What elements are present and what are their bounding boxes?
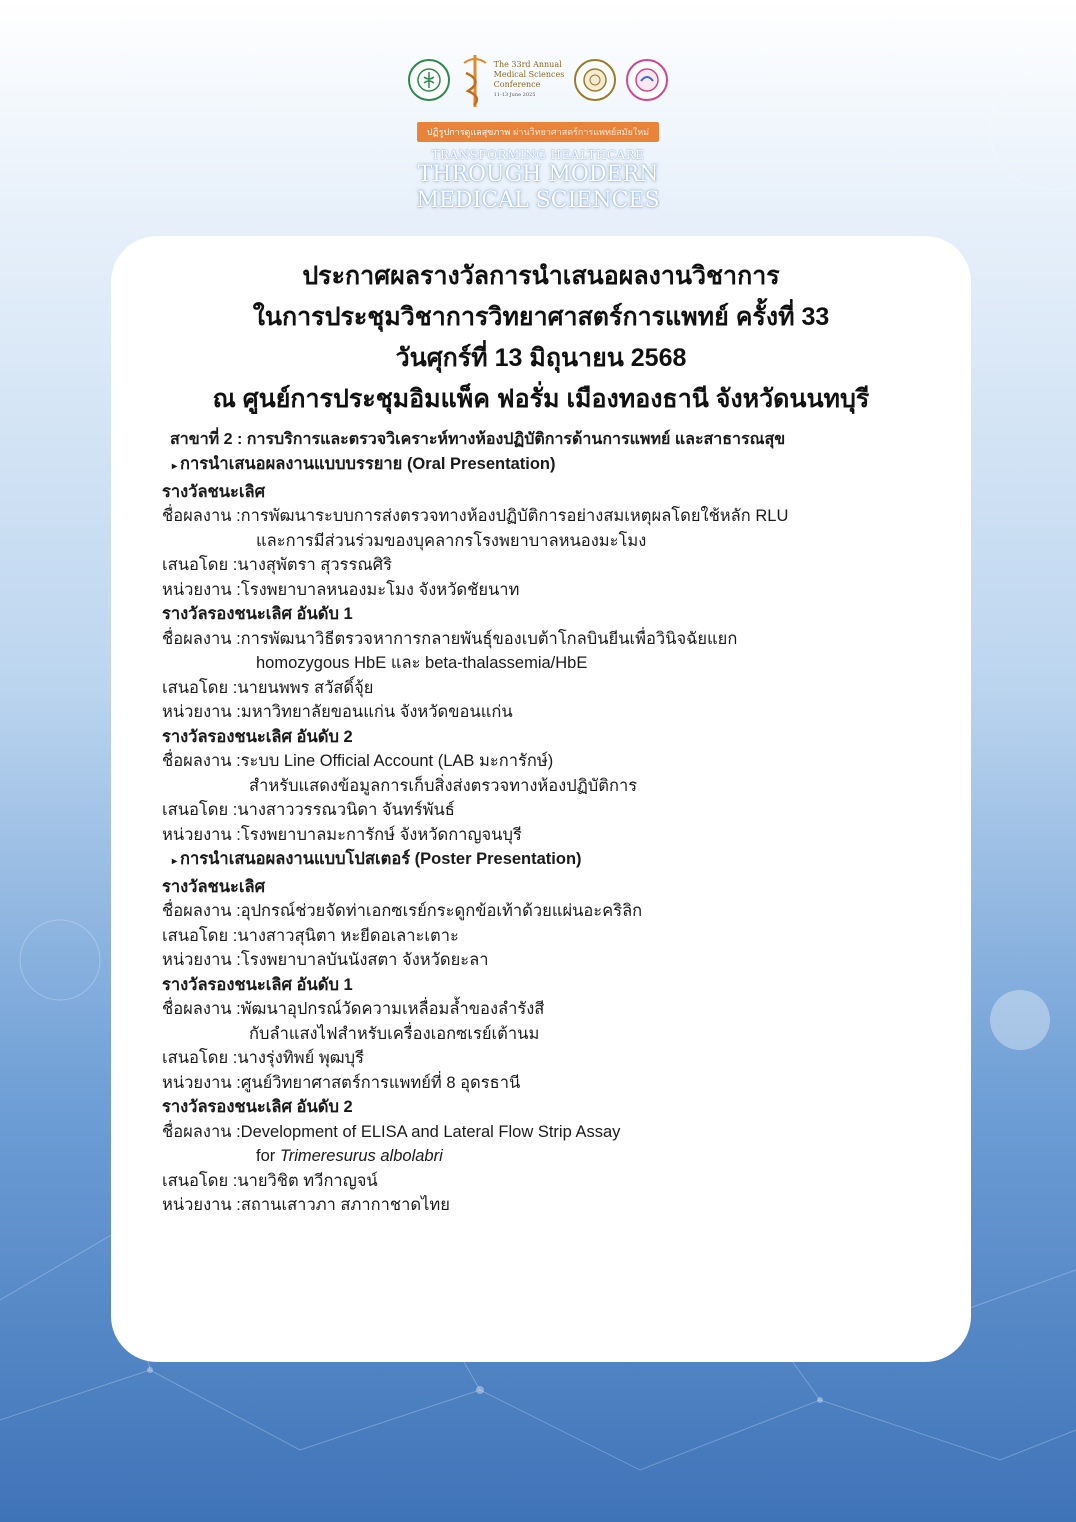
theme-tag-rest: ผ่านวิทยาศาสตร์การแพทย์สมัยใหม่ — [513, 128, 650, 138]
work-label: ชื่อผลงาน : — [162, 902, 241, 920]
conference-logo-line: The 33rd Annual — [493, 60, 562, 69]
agency-label: หน่วยงาน : — [162, 1073, 241, 1092]
agency-label: หน่วยงาน : — [162, 1196, 241, 1214]
branch-heading: สาขาที่ 2 : การบริการและตรวจวิเคราะห์ทางห้องปฏิบัติการด้านการแพทย์ และสาธารณสุข — [170, 431, 786, 448]
theme-tag-bold: ปฏิรูปการดูแลสุขภาพ — [426, 128, 511, 138]
conference-logo-line: Medical Sciences — [493, 70, 565, 79]
presenter-name: นางสาววรรณวนิดา จันทร์พันธ์ — [237, 801, 455, 819]
presenter-label: เสนอโดย : — [162, 678, 238, 697]
presenter-label: เสนอโดย : — [162, 1049, 238, 1067]
presenter-label: เสนอโดย : — [162, 556, 238, 574]
oral-heading-text: การนำเสนอผลงานแบบบรรยาย (Oral Presentation) — [180, 455, 556, 473]
poster-section-heading — [162, 847, 952, 875]
dmsc-seal-icon — [574, 59, 616, 101]
award-title: รางวัลรองชนะเลิศ อันดับ 2 — [162, 1098, 353, 1116]
presenter-label: เสนอโดย : — [162, 1171, 238, 1190]
work-label: ชื่อผลงาน : — [162, 752, 241, 770]
work-row — [162, 749, 952, 774]
work-title: การพัฒนาวิธีตรวจหาการกลายพันธุ์ของเบต้าโกลบินยีนเพื่อวินิจฉัยแยก — [240, 629, 738, 648]
agency-label: หน่วยงาน : — [162, 580, 241, 599]
work-title-cont: กับลำแสงไฟสำหรับเครื่องเอกซเรย์เต้านม — [249, 1024, 540, 1043]
presenter-row — [162, 1169, 952, 1194]
title-line-2: ในการประชุมวิชาการวิทยาศาสตร์การแพทย์ ครั้งที่ 33 — [252, 303, 830, 331]
partner-logos — [0, 48, 1076, 112]
award-title: รางวัลชนะเลิศ — [162, 482, 266, 501]
award-list — [162, 428, 952, 1218]
work-title-cont — [162, 1144, 952, 1169]
work-row — [162, 997, 952, 1022]
work-title: Development of ELISA and Lateral Flow Strip Assay — [240, 1122, 621, 1141]
partner-badge-icon — [626, 59, 668, 101]
agency-row — [162, 578, 952, 603]
presenter-row — [162, 553, 952, 578]
presenter-name: นางสาวสุนิตา หะยีดอเลาะเตาะ — [237, 926, 459, 945]
agency-name: มหาวิทยาลัยขอนแก่น จังหวัดขอนแก่น — [240, 703, 513, 721]
species-name: Trimeresurus albolabri — [279, 1147, 443, 1165]
agency-label: หน่วยงาน : — [162, 825, 241, 844]
work-title-cont: และการมีส่วนร่วมของบุคลากรโรงพยาบาลหนองมะโมง — [256, 531, 647, 550]
work-row — [162, 899, 952, 924]
conference-header — [0, 48, 1076, 214]
agency-name: ศูนย์วิทยาศาสตร์การแพทย์ที่ 8 อุดรธานี — [240, 1073, 521, 1092]
presenter-row — [162, 924, 952, 949]
theme-tag — [417, 122, 659, 142]
agency-name: โรงพยาบาลมะการักษ์ จังหวัดกาญจนบุรี — [240, 825, 522, 844]
work-label: ชื่อผลงาน : — [162, 629, 241, 648]
poster-heading-text: การนำเสนอผลงานแบบโปสเตอร์ (Poster Presentation) — [180, 850, 582, 868]
work-title: อุปกรณ์ช่วยจัดท่าเอกซเรย์กระดูกข้อเท้าด้วยแผ่นอะคริลิก — [240, 902, 643, 920]
work-title-cont: homozygous HbE และ beta-thalassemia/HbE — [256, 654, 588, 672]
award-title: รางวัลรองชนะเลิศ อันดับ 1 — [162, 605, 353, 623]
triangle-bullet-icon: ▸ — [172, 461, 178, 472]
presenter-name: นางสุพัตรา สุวรรณศิริ — [237, 556, 393, 574]
work-label: ชื่อผลงาน : — [162, 507, 241, 525]
presenter-label: เสนอโดย : — [162, 801, 238, 819]
work-row — [162, 1120, 952, 1145]
work-row — [162, 504, 952, 529]
presenter-label: เสนอโดย : — [162, 926, 238, 945]
work-title-cont: สำหรับแสดงข้อมูลการเก็บสิ่งส่งตรวจทางห้องปฏิบัติการ — [249, 776, 638, 795]
presenter-name: นายวิชิต ทวีกาญจน์ — [237, 1171, 378, 1190]
tagline-small: TRANSFORMING HEALTHCARE — [431, 148, 645, 162]
presenter-name: นางรุ่งทิพย์ พุฒบุรี — [237, 1049, 364, 1067]
oral-section-heading — [162, 452, 952, 480]
agency-name: สถานเสาวภา สภากาชาดไทย — [240, 1196, 450, 1214]
title-line-3: วันศุกร์ที่ 13 มิถุนายน 2568 — [395, 344, 687, 372]
award-title: รางวัลรองชนะเลิศ อันดับ 1 — [162, 975, 353, 994]
tagline-line1: THROUGH MODERN — [417, 162, 659, 187]
award-title: รางวัลรองชนะเลิศ อันดับ 2 — [162, 727, 353, 746]
agency-name: โรงพยาบาลหนองมะโมง จังหวัดชัยนาท — [240, 580, 520, 599]
title-line-4: ณ ศูนย์การประชุมอิมแพ็ค ฟอรั่ม เมืองทองธานี จังหวัดนนทบุรี — [212, 385, 870, 413]
agency-row — [162, 700, 952, 725]
announcement-card — [111, 236, 971, 1362]
agency-row — [162, 1071, 952, 1096]
agency-name: โรงพยาบาลบันนังสตา จังหวัดยะลา — [240, 951, 489, 969]
work-title: พัฒนาอุปกรณ์วัดความเหลื่อมล้ำของลำรังสี — [240, 1000, 545, 1018]
conference-logo-date: 11-13 June 2025 — [493, 92, 536, 98]
presenter-row — [162, 798, 952, 823]
work-title-prefix: for — [256, 1147, 280, 1165]
presenter-row — [162, 1046, 952, 1071]
award-title: รางวัลชนะเลิศ — [162, 877, 266, 896]
agency-label: หน่วยงาน : — [162, 951, 241, 969]
agency-row — [162, 823, 952, 848]
moph-logo-icon — [408, 59, 450, 101]
agency-label: หน่วยงาน : — [162, 703, 241, 721]
conference-logo-line: Conference — [493, 80, 541, 89]
agency-row — [162, 948, 952, 973]
conference-logo — [460, 51, 565, 109]
tagline-line2: MEDICAL SCIENCES — [416, 188, 660, 213]
announcement-title — [111, 256, 971, 420]
presenter-row — [162, 676, 952, 701]
work-label: ชื่อผลงาน : — [162, 1000, 241, 1018]
caduceus-icon — [460, 51, 490, 109]
work-label: ชื่อผลงาน : — [162, 1122, 241, 1141]
work-title: ระบบ Line Official Account (LAB มะการักษ์) — [240, 752, 554, 770]
title-line-1: ประกาศผลรางวัลการนำเสนอผลงานวิชาการ — [302, 262, 780, 290]
work-row — [162, 627, 952, 652]
triangle-bullet-icon: ▸ — [172, 856, 178, 867]
presenter-name: นายนพพร สวัสดิ์จุ้ย — [237, 678, 374, 697]
agency-row — [162, 1193, 952, 1218]
work-title: การพัฒนาระบบการส่งตรวจทางห้องปฏิบัติการอย่างสมเหตุผลโดยใช้หลัก RLU — [240, 507, 789, 525]
